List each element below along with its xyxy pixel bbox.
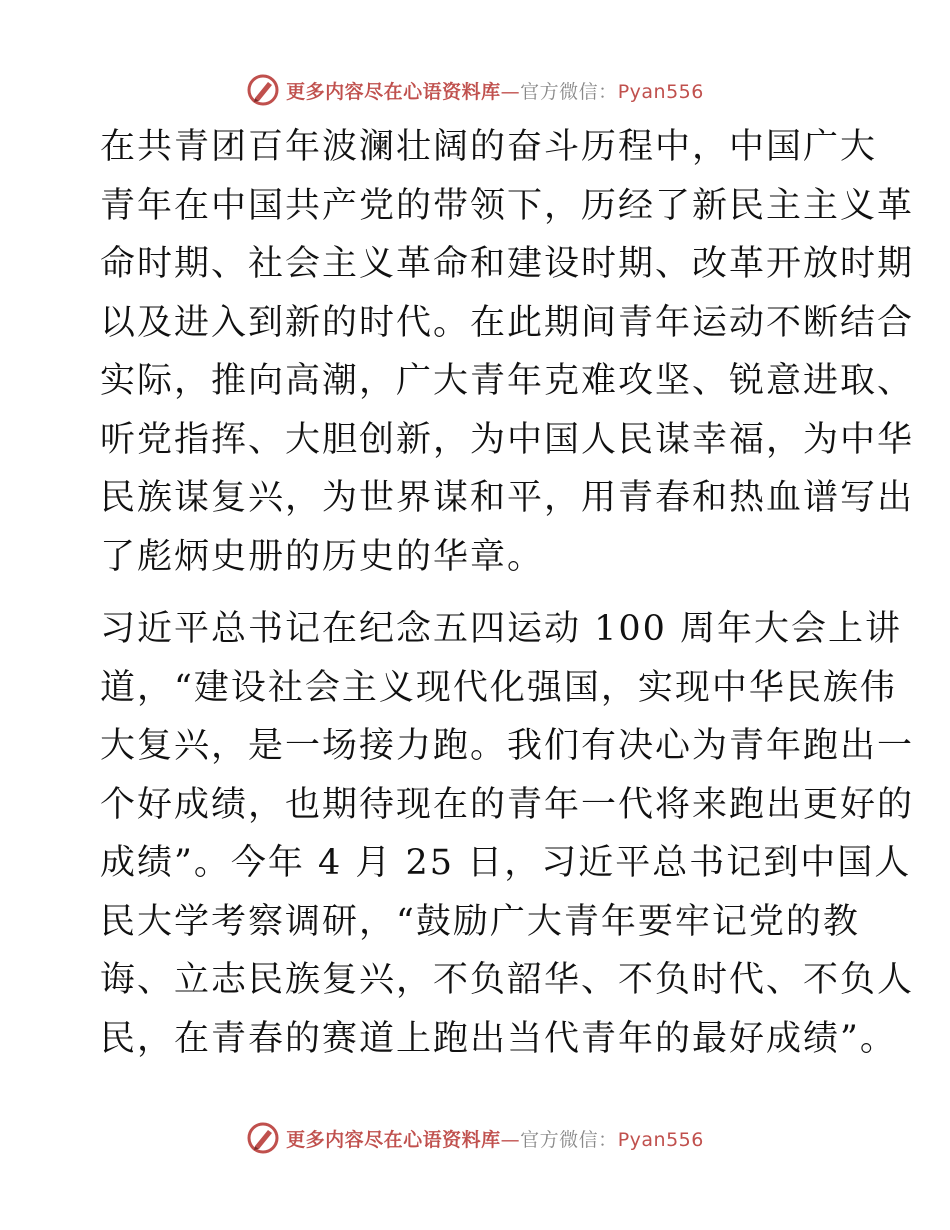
text-line: 命时期、社会主义革命和建设时期、改革开放时期: [100, 244, 915, 284]
header-banner: [0, 70, 950, 110]
banner-official-label: 官方微信：: [520, 80, 618, 103]
pen-logo-icon: [246, 73, 280, 107]
text-line: 习近平总书记在纪念五四运动 100 周年大会上讲: [100, 609, 903, 649]
text-line: 听党指挥、大胆创新，为中国人民谋幸福，为中华: [100, 419, 915, 460]
pen-logo-icon: [246, 1121, 280, 1155]
banner-dash: —: [500, 1128, 521, 1151]
paragraph-1: [100, 118, 915, 586]
text-line: 民大学考察调研，“鼓励广大青年要牢记党的教: [100, 901, 860, 942]
text-line: 成绩”。今年 4 月 25 日，习近平总书记到中国人: [100, 843, 912, 883]
text-line: 民，在青春的赛道上跑出当代青年的最好成绩”。: [100, 1018, 897, 1059]
banner-text: [286, 77, 704, 104]
text-line: 实际，推向高潮，广大青年克难攻坚、锐意进取、: [100, 361, 915, 401]
text-line: 个好成绩，也期待现在的青年一代将来跑出更好的: [100, 784, 915, 825]
text-line: 在共青团百年波澜壮阔的奋斗历程中，中国广大: [100, 127, 878, 167]
text-line: 了彪炳史册的历史的华章。: [100, 536, 545, 577]
text-line: 诲、立志民族复兴，不负韶华、不负时代、不负人: [100, 960, 915, 1000]
banner-brand: 更多内容尽在心语资料库: [286, 80, 501, 103]
text-line: 道，“建设社会主义现代化强国，实现中华民族伟: [100, 667, 897, 708]
banner-text: [286, 1125, 704, 1152]
text-line: 民族谋复兴，为世界谋和平，用青春和热血谱写出: [100, 478, 915, 518]
text-line: 以及进入到新的时代。在此期间青年运动不断结合: [100, 302, 915, 343]
banner-official-label: 官方微信：: [520, 1128, 618, 1151]
banner-wechat-id: Pyan556: [617, 80, 704, 103]
text-line: 青年在中国共产党的带领下，历经了新民主主义革: [100, 185, 915, 226]
document-body: [100, 118, 915, 1068]
banner-wechat-id: Pyan556: [617, 1128, 704, 1151]
banner-dash: —: [500, 80, 521, 103]
text-line: 大复兴，是一场接力跑。我们有决心为青年跑出一: [100, 726, 915, 766]
footer-banner: [0, 1118, 950, 1158]
paragraph-2: [100, 600, 915, 1068]
banner-brand: 更多内容尽在心语资料库: [286, 1128, 501, 1151]
